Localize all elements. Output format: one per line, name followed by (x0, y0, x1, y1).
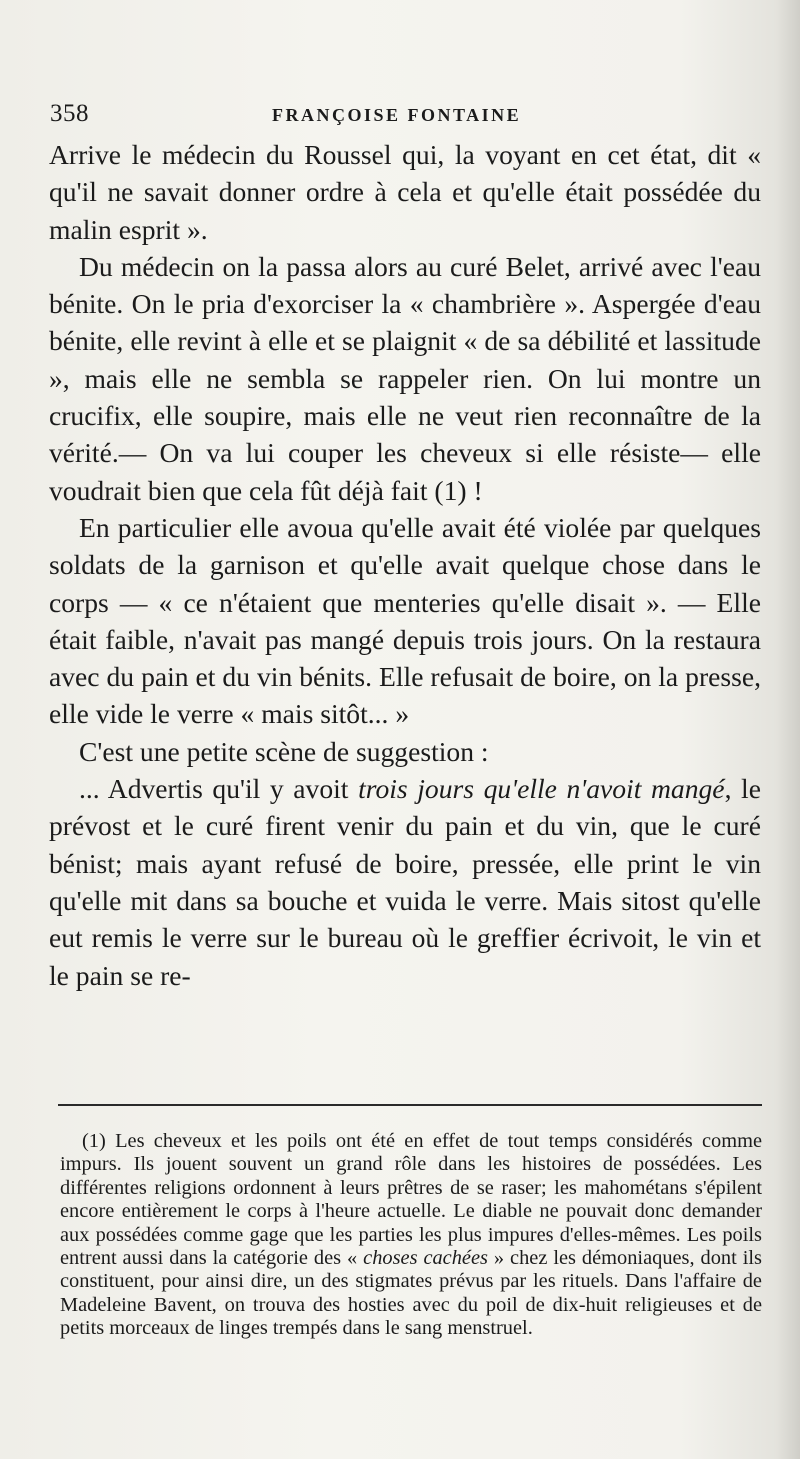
footnote (60, 1130, 762, 1341)
paragraph: Du médecin on la passa alors au curé Belet, arrivé avec l'eau bénite. On le pria d'exorciser la « chambrière ». Aspergée d'eau bénite, elle revint à elle et se plaignit « de sa débilité et lassitude », mais elle ne sembla se rappeler rien. On lui montre un crucifix, elle soupire, mais elle ne veut rien reconnaître de la vérité.— On va lui couper les cheveux si elle résiste— elle voudrait bien que cela fût déjà fait (1) ! (49, 250, 761, 506)
quote-text: ... Advertis qu'il y avoit (79, 773, 359, 805)
paragraph: Arrive le médecin du Roussel qui, la voyant en cet état, dit « qu'il ne savait donner ordre à cela et qu'elle était possédée du malin esprit ». (49, 139, 761, 245)
quote-italic-text: trois jours qu'elle n'avoit mangé (358, 773, 725, 805)
quoted-paragraph (49, 770, 761, 994)
main-text (49, 136, 761, 994)
footnote-italic-text: choses cachées (363, 1247, 488, 1270)
paragraph: En particulier elle avoua qu'elle avait été violée par quelques soldats de la garnison et qu'elle avait quelque chose dans le corps — « ce n'étaient que menteries qu'elle disait ». — Elle était faible, n'avait pas mangé depuis trois jours. On la restaura avec du pain et du vin bénits. Elle refusait de boire, on la presse, elle vide le verre « mais sitôt... » (49, 511, 761, 730)
footnote-paragraph (60, 1130, 762, 1341)
running-head: FRANÇOISE FONTAINE (272, 105, 522, 125)
footnote-rule (58, 1104, 762, 1106)
quote-text: , le prévost et le curé firent venir du pain et du vin, que le curé bénist; mais ayant refusé de boire, pressée, elle print le vin qu'elle mit dans sa bouche et vuida le verre. Mais sitost qu'elle eut remis le verre sur le bureau où le greffier écrivoit, le vin et le pain se re- (49, 773, 761, 991)
page-number: 358 (50, 100, 89, 127)
footnote-text: (1) Les cheveux et les poils ont été en effet de tout temps considérés comme impurs. Ils jouent souvent un grand rôle dans les histoires de possédées. Les différentes religions ordonnent à leurs prêtres de se raser; les mahométans s'épilent encore entièrement le corps à l'heure actuelle. Le diable ne pouvait donc demander aux possédées comme gage que les parties les plus impures d'elles-mêmes. Les poils entrent aussi dans la catégorie des « (60, 1130, 762, 1270)
page-header (50, 100, 760, 134)
footnote-text: » chez les démoniaques, dont ils constituent, pour ainsi dire, un des stigmates prévus par les rituels. Dans l'affaire de Madeleine Bavent, on trouva des hosties avec du poil de dix-huit religieuses et de petits morceaux de linges trempés dans le sang menstruel. (60, 1247, 762, 1340)
paragraph: C'est une petite scène de suggestion : (79, 735, 489, 767)
